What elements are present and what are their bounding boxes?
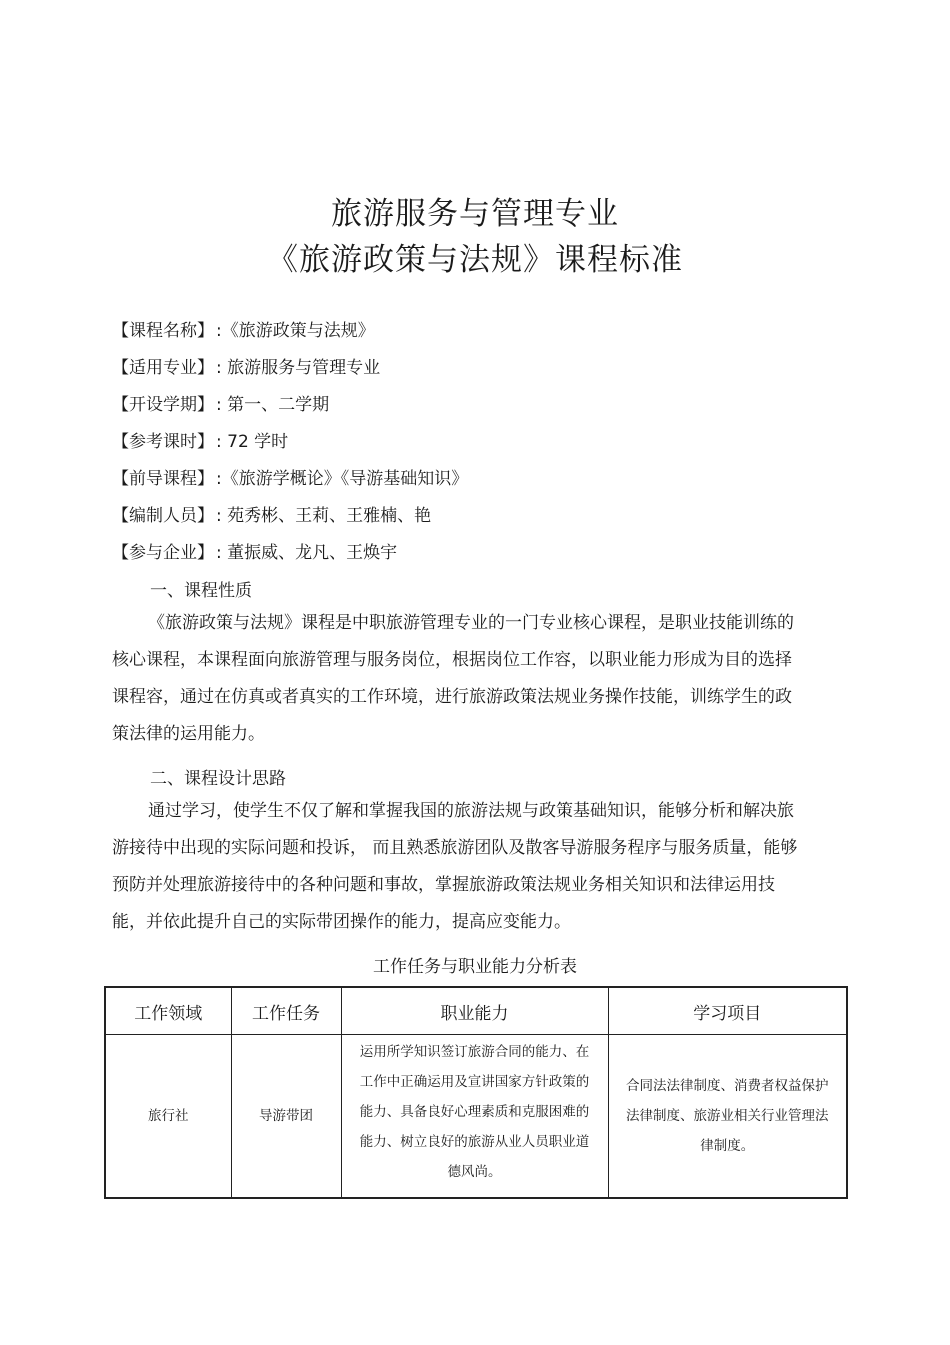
table-caption: 工作任务与职业能力分析表 (373, 957, 577, 977)
meta-value: : 董振威、龙凡、王焕宇 (216, 543, 398, 563)
section-paragraph-design: 通过学习，使学生不仅了解和掌握我国的旅游法规与政策基础知识，能够分析和解决旅游接待中出现的实际问题和投诉， 而且熟悉旅游团队及散客导游服务程序与服务质量，能够预防并处理旅游接待中的各种问题和事故，掌握旅游政策法规业务相关知识和法律运用技能，并依此提升自己的实际带团操作的能力，提高应变能力。 (112, 801, 798, 932)
cell-project: 合同法法律制度、消费者权益保护法律制度、旅游业相关行业管理法律制度。 (608, 1035, 847, 1199)
section-heading-nature: 一、课程性质 (150, 581, 252, 601)
meta-label: 【开设学期】 (112, 395, 214, 415)
meta-label: 【编制人员】 (112, 506, 214, 526)
meta-hours (112, 427, 288, 452)
table-header-row (105, 987, 847, 1035)
document-title-line1: 旅游服务与管理专业 (331, 196, 619, 232)
meta-value: : 第一、二学期 (216, 395, 330, 415)
cell-domain: 旅行社 (105, 1035, 231, 1199)
meta-value: :《旅游政策与法规》 (216, 321, 375, 341)
section-paragraph-nature: 《旅游政策与法规》课程是中职旅游管理专业的一门专业核心课程，是职业技能训练的核心课程，本课程面向旅游管理与服务岗位，根据岗位工作容，以职业能力形成为目的选择课程容，通过在仿真或者真实的工作环境，进行旅游政策法规业务操作技能，训练学生的政策法律的运用能力。 (112, 613, 794, 744)
meta-value: : 苑秀彬、王莉、王雅楠、艳 (216, 506, 432, 526)
cell-ability (341, 1035, 608, 1199)
section-heading-design: 二、课程设计思路 (150, 769, 286, 789)
cell-ability-text: 运用所学知识签订旅游合同的能力、在工作中正确运用及宣讲国家方针政策的能力、具备良好心理素质和克服困难的能力、树立良好的旅游从业人员职业道德风尚。 (359, 1044, 590, 1180)
meta-course-name (112, 316, 375, 341)
meta-label: 【课程名称】 (112, 321, 214, 341)
meta-label: 【参考课时】 (112, 432, 214, 452)
header-task: 工作任务 (231, 987, 341, 1035)
meta-value: : 72 学时 (216, 432, 289, 452)
meta-applicable-major (112, 353, 380, 378)
meta-authors (112, 501, 431, 526)
meta-label: 【前导课程】 (112, 469, 214, 489)
analysis-table (104, 986, 848, 1199)
meta-prerequisites (112, 464, 468, 489)
header-domain: 工作领域 (105, 987, 231, 1035)
header-project: 学习项目 (608, 987, 847, 1035)
document-title-line2: 《旅游政策与法规》课程标准 (267, 242, 683, 278)
meta-label: 【参与企业】 (112, 543, 214, 563)
cell-task: 导游带团 (231, 1035, 341, 1199)
table-row (105, 1035, 847, 1199)
meta-enterprises (112, 538, 397, 563)
meta-value: :《旅游学概论》《导游基础知识》 (216, 469, 469, 489)
meta-value: : 旅游服务与管理专业 (216, 358, 381, 378)
meta-semester (112, 390, 329, 415)
header-ability: 职业能力 (341, 987, 608, 1035)
meta-label: 【适用专业】 (112, 358, 214, 378)
